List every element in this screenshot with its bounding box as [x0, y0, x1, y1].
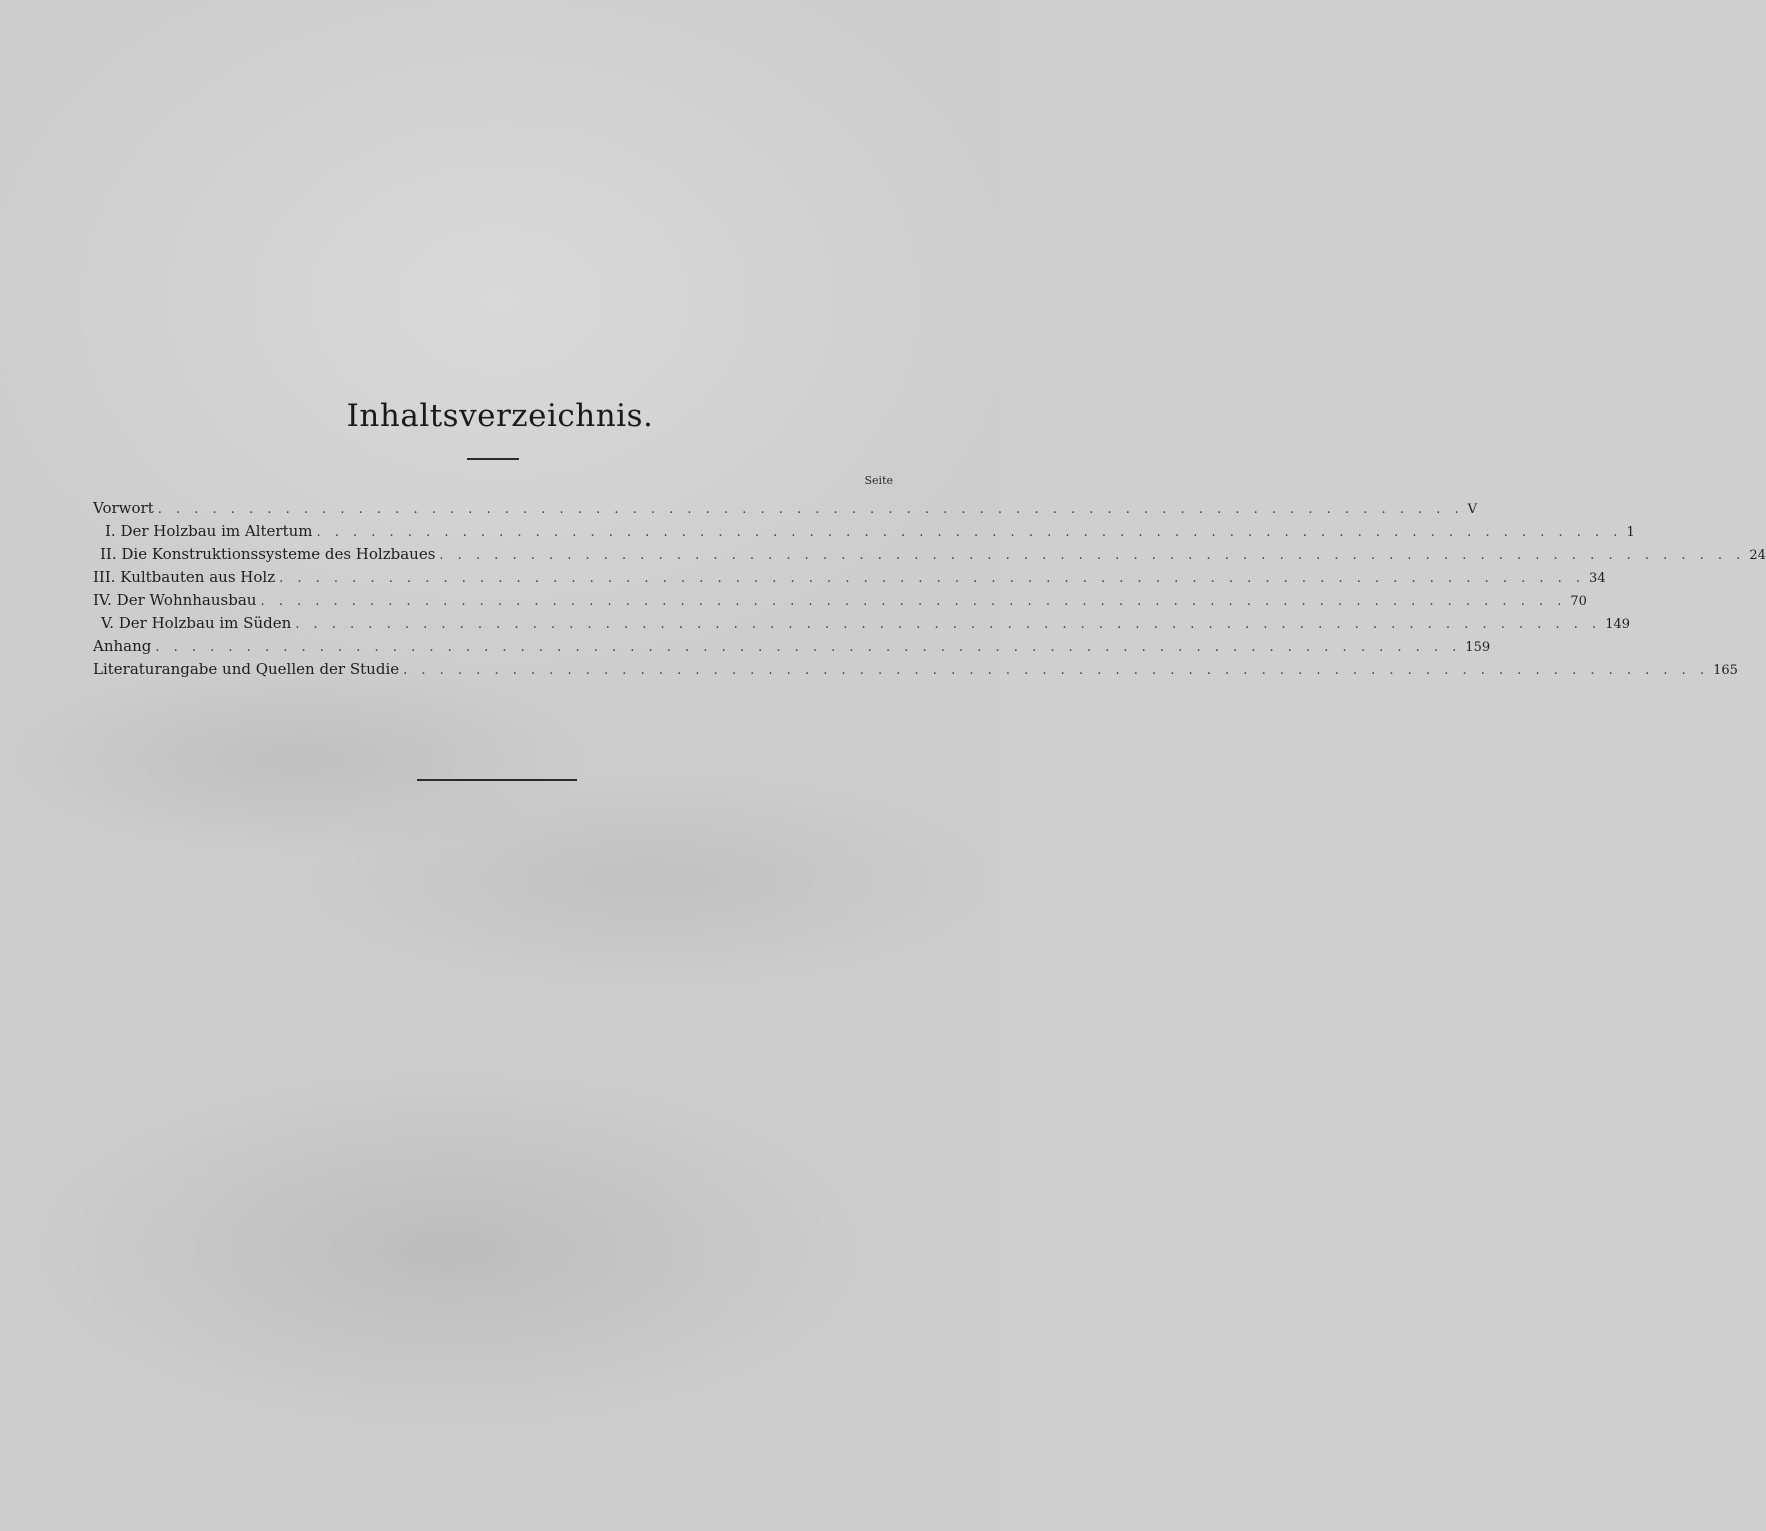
- toc-entry-label: Vorwort: [93, 499, 154, 517]
- toc-leader-dots: . . . . . . . . . . . . . . . . . . . . . . . . . . . . . . . . . . . . . . . . . . . . . . . . . . . . . . . . . . . . . . . . . . . . . . . .: [295, 617, 1602, 632]
- toc-leader-dots: . . . . . . . . . . . . . . . . . . . . . . . . . . . . . . . . . . . . . . . . . . . . . . . . . . . . . . . . . . . . . . . . . . . . . . . .: [157, 502, 1464, 517]
- toc-entry: [93, 658, 1738, 681]
- toc-entry: [93, 497, 1478, 520]
- toc-entry-page: 34: [1589, 571, 1606, 586]
- toc-entry-label: Literaturangabe und Quellen der Studie: [93, 660, 400, 678]
- toc-entry-page: 159: [1465, 640, 1491, 655]
- toc-entry: [93, 635, 1491, 658]
- toc-entry-page: 70: [1570, 594, 1587, 609]
- toc-entry-page: V: [1467, 502, 1478, 517]
- toc-entry: [93, 589, 1587, 612]
- table-of-contents: [93, 497, 1766, 681]
- title-rule: [467, 458, 519, 460]
- toc-entry: [93, 543, 1766, 566]
- page-column-header: Seite: [864, 474, 893, 487]
- toc-leader-dots: . . . . . . . . . . . . . . . . . . . . . . . . . . . . . . . . . . . . . . . . . . . . . . . . . . . . . . . . . . . . . . . . . . . . . . . .: [155, 640, 1462, 655]
- toc-entry-label: I. Der Holzbau im Altertum: [105, 522, 313, 540]
- toc-leader-dots: . . . . . . . . . . . . . . . . . . . . . . . . . . . . . . . . . . . . . . . . . . . . . . . . . . . . . . . . . . . . . . . . . . . . . . . .: [439, 548, 1746, 563]
- toc-entry: [93, 612, 1631, 635]
- toc-leader-dots: . . . . . . . . . . . . . . . . . . . . . . . . . . . . . . . . . . . . . . . . . . . . . . . . . . . . . . . . . . . . . . . . . . . . . . . .: [316, 525, 1623, 540]
- toc-entry-page: 24: [1749, 548, 1766, 563]
- toc-entry-label: IV. Der Wohnhausbau: [93, 591, 257, 609]
- toc-entry-label: Anhang: [93, 637, 152, 655]
- toc-entry: [93, 566, 1606, 589]
- toc-leader-dots: . . . . . . . . . . . . . . . . . . . . . . . . . . . . . . . . . . . . . . . . . . . . . . . . . . . . . . . . . . . . . . . . . . . . . . . .: [279, 571, 1586, 586]
- toc-entry-label: V. Der Holzbau im Süden: [101, 614, 292, 632]
- toc-entry-page: 149: [1605, 617, 1631, 632]
- toc-entry-label: II. Die Konstruktionssysteme des Holzbaues: [100, 545, 436, 563]
- toc-leader-dots: . . . . . . . . . . . . . . . . . . . . . . . . . . . . . . . . . . . . . . . . . . . . . . . . . . . . . . . . . . . . . . . . . . . . . . . .: [403, 663, 1710, 678]
- closing-rule: [417, 779, 577, 781]
- toc-entry-page: 165: [1713, 663, 1738, 678]
- toc-entry: [93, 520, 1635, 543]
- toc-leader-dots: . . . . . . . . . . . . . . . . . . . . . . . . . . . . . . . . . . . . . . . . . . . . . . . . . . . . . . . . . . . . . . . . . . . . . . . .: [260, 594, 1567, 609]
- toc-entry-label: III. Kultbauten aus Holz: [93, 568, 276, 586]
- page-title: Inhaltsverzeichnis.: [346, 398, 654, 434]
- toc-entry-page: 1: [1626, 525, 1635, 540]
